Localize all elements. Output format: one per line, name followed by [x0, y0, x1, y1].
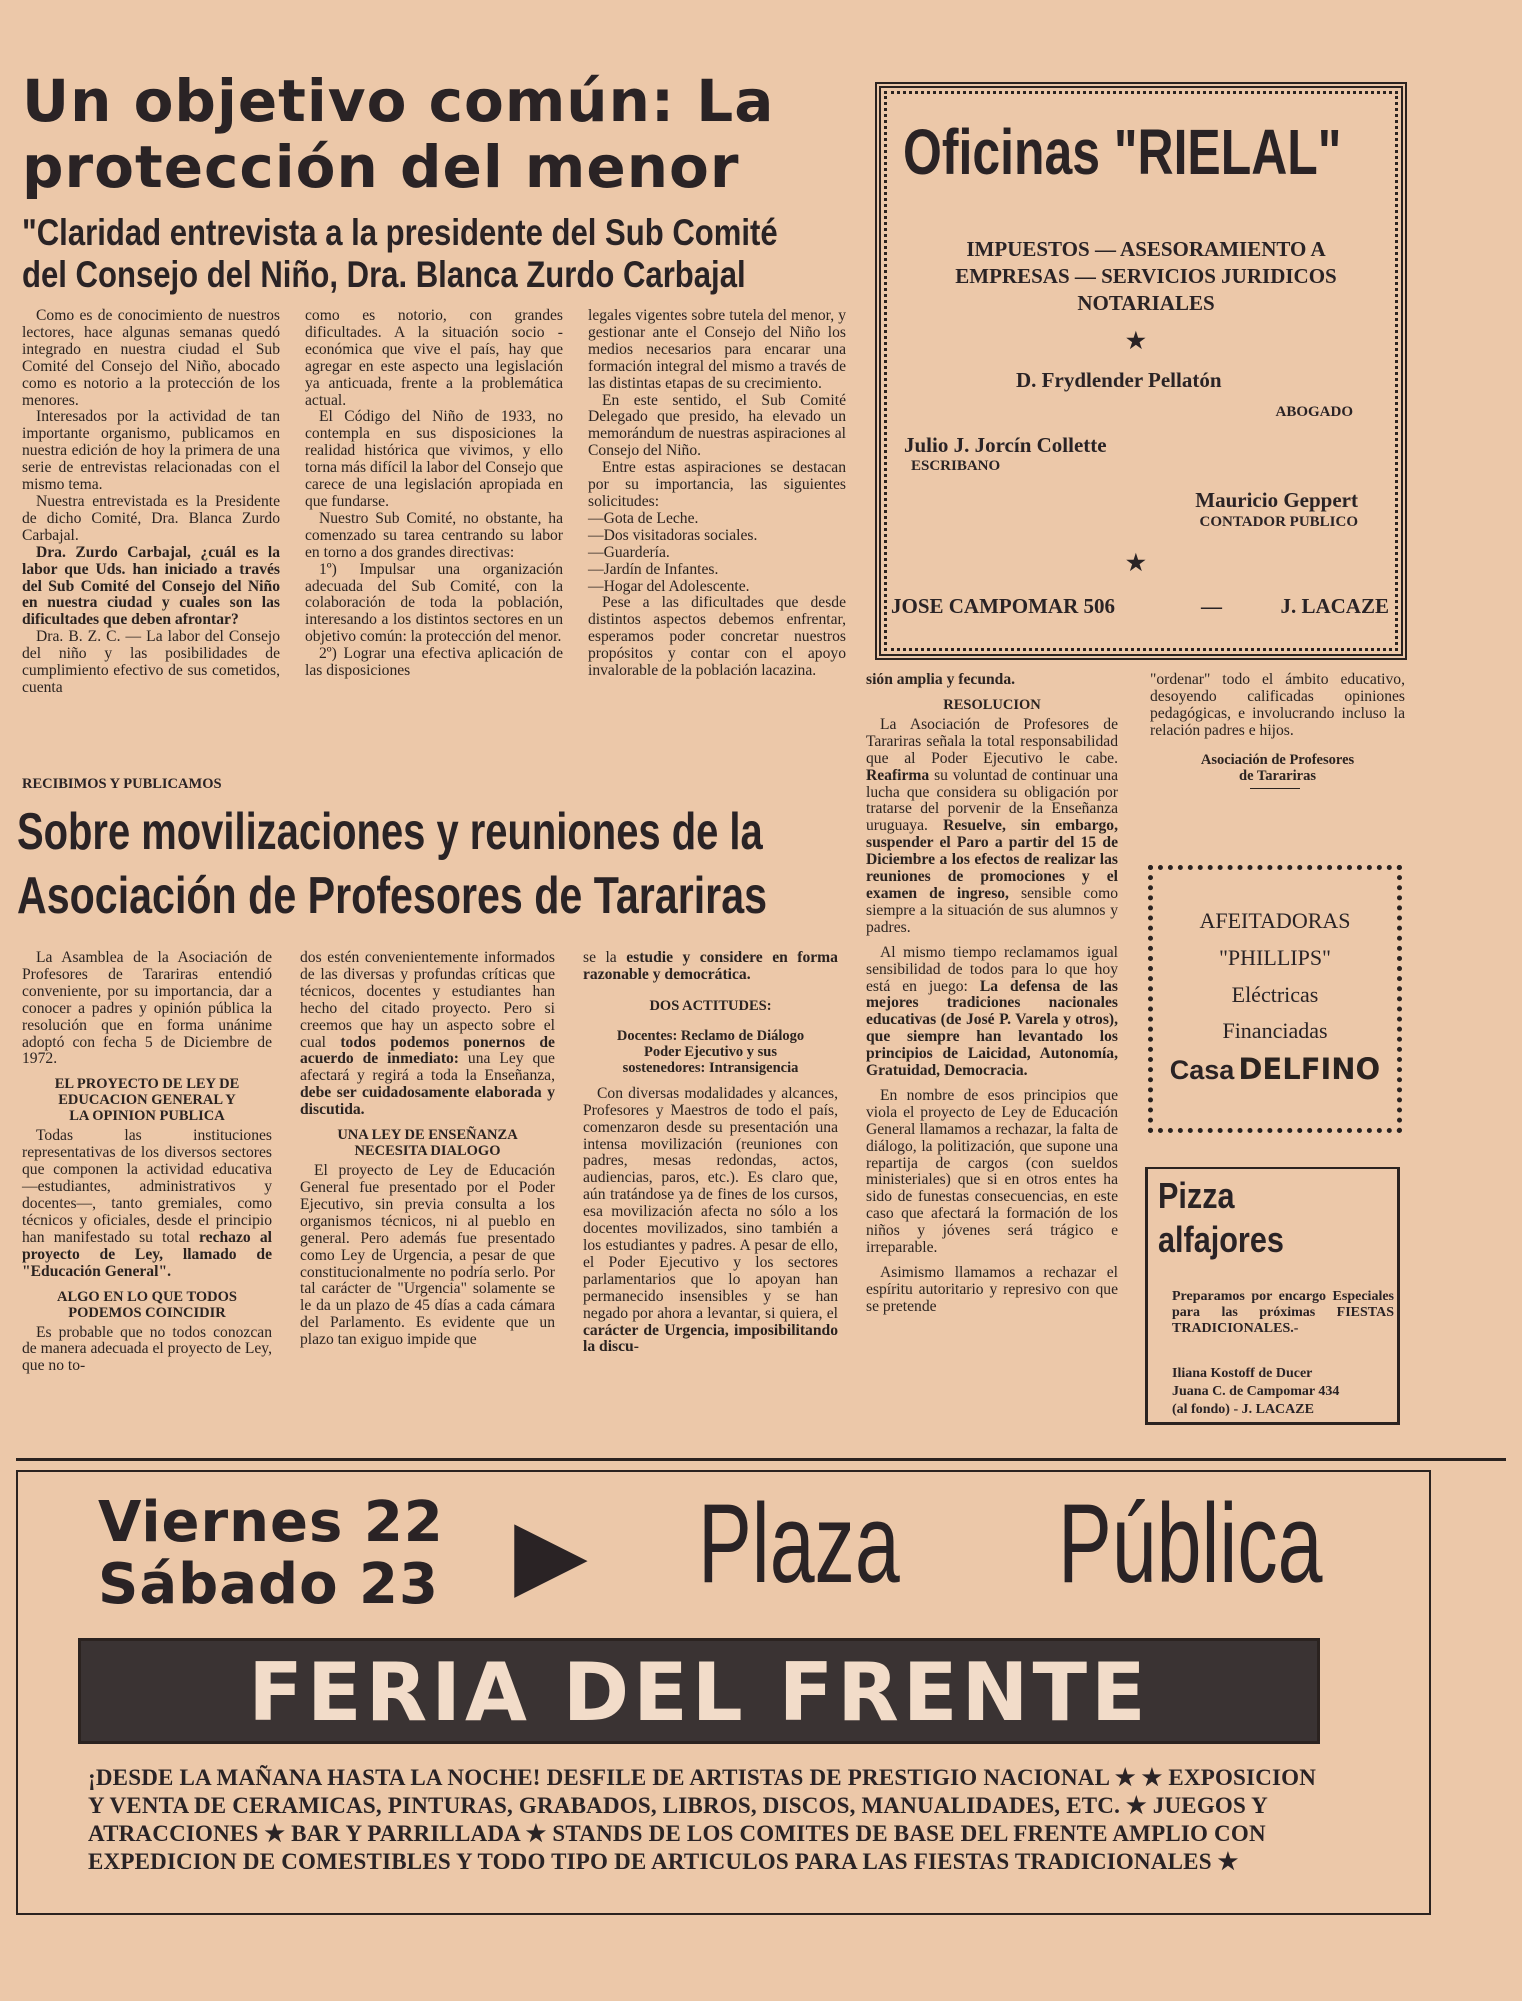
section-heading: Docentes: Reclamo de Diálogo Poder Ejecutivo y sus sostenedores: Intransigencia [616, 1027, 805, 1076]
paragraph: Como es de conocimiento de nuestros lectores, hace algunas semanas quedó integrado en nuestra ciudad el Sub Comité del Consejo del Niño, abocado como es notorio a la protección de los menores. [22, 307, 280, 409]
paragraph: Nuestro Sub Comité, no obstante, ha comenzado su tarea centrando su labor en torno a dos grandes directivas: [305, 509, 563, 561]
star-icon: ★ [1126, 550, 1146, 575]
ad-phillips-line4: Financiadas [1222, 1018, 1328, 1043]
headline-line1: Un objetivo común: La [22, 67, 775, 135]
paragraph: En este sentido, el Sub Comité Delegado que presido, ha elevado un memorándum de nuestras aspiraciones al Consejo del Niño. [588, 391, 846, 460]
ad-feria-date2: Sábado 23 [98, 1552, 439, 1617]
text: Con diversas modalidades y alcances, Profesores y Maestros de todo el país, comenzaron desde su presentación una intensa movilización (reuniones con padres, mesas redondas, actos, audiencias, paros, etc.). Es claro que, aún tratándose ya de fines de los cursos, esa movilización afecta no sólo a los docentes movilizados, sino también a los estudiantes y padres. A pesar de ello, el Poder Ejecutivo y los sectores parlamentarios que lo apoyan han permanecido insensibles y se han negado por ahora a levantar, si quiera, el [583, 1084, 838, 1322]
divider [1250, 788, 1300, 789]
ad-rielal-person3-name: Mauricio Geppert [1195, 488, 1358, 512]
divider [16, 1458, 1506, 1461]
section-heading: DOS ACTITUDES: [649, 997, 772, 1014]
paragraph: Dra. B. Z. C. — La labor del Consejo del niño y las posibilidades de cumplimiento efectivo de sus cometidos, cuenta [22, 628, 280, 696]
article2-headline [17, 800, 847, 928]
paragraph: Interesados por la actividad de tan importante organismo, publicamos en nuestra edición de hoy la primera de una serie de entrevistas relacionadas con el mismo tema. [22, 408, 280, 494]
text-bold: todos podemos ponernos de acuerdo de inmediato: [300, 1033, 555, 1068]
paragraph: Nuestra entrevistada es la Presidente de dicho Comité, Dra. Blanca Zurdo Carbajal. [22, 492, 280, 544]
ad-phillips-line5 [1153, 1052, 1397, 1086]
section-heading: RESOLUCION [943, 696, 1041, 713]
ad-rielal-city: J. LACAZE [1280, 594, 1389, 618]
subheadline-line2: del Consejo del Niño, Dra. Blanca Zurdo Carbajal [22, 254, 746, 295]
ad-feria-box [16, 1470, 1431, 1915]
text: se la [583, 949, 617, 966]
paragraph [22, 1128, 272, 1280]
subheadline-line1: "Claridad entrevista a la presidente del Sub Comité [22, 212, 778, 253]
section-heading: ALGO EN LO QUE TODOS PODEMOS COINCIDIR [57, 1288, 237, 1321]
ad-rielal-person3-role: CONTADOR PUBLICO [1199, 514, 1358, 530]
section-heading: EL PROYECTO DE LEY DE EDUCACION GENERAL Y LA OPINION PUBLICA [54, 1076, 240, 1125]
ad-pizza-line2: alfajores [1158, 1219, 1284, 1260]
paragraph: Es probable que no todos conozcan de manera adecuada el proyecto de Ley, que no to- [22, 1323, 272, 1375]
article2-column-3 [583, 950, 838, 1356]
paragraph: En nombre de esos principios que viola el proyecto de Ley de Educación General llamamos a rechazar, la falta de diálogo, la politización, que supone una repartija de cargos (con sueldos ministeriales) que si en otros entes ha sido de funestas consecuencias, en este caso que afectará la formación de los niños y jóvenes será trágico e irreparable. [866, 1086, 1118, 1257]
article2-column-2 [300, 950, 555, 1349]
article2-kicker: RECIBIMOS Y PUBLICAMOS [22, 776, 222, 792]
paragraph: Pese a las dificultades que desde distintos aspectos debemos enfrentar, esperamos poder concretar nuestros propósitos y contar con el apoyo invalorable de la población lacazina. [588, 594, 846, 680]
interview-question: Dra. Zurdo Carbajal, ¿cuál es la labor que Uds. han iniciado a través del Sub Comité del Consejo del Niño en nuestra ciudad y cuales son las dificultades que deben afrontar? [22, 543, 280, 629]
text-bold: estudie y considere en forma razonable y democrática. [583, 949, 838, 983]
ad-pizza-body: Preparamos por encargo Especiales para las próximas FIESTAS TRADICIONALES.- [1172, 1289, 1394, 1336]
text-bold: La defensa de las mejores tradiciones nacionales educativas (de José P. Varela y otros), que siempre han levantado los principios de Laicidad, Autonomía, Gratuidad, Democracia. [866, 977, 1118, 1080]
paragraph: El Código del Niño de 1933, no contempla en sus disposiciones la realidad histórica que vivimos, y ello torna más difícil la labor del Consejo que carece de una legislación apropiada en que fundarse. [305, 408, 563, 510]
text: Al mismo tiempo reclamamos igual sensibilidad de todos para lo que hoy está en juego: [866, 943, 1118, 995]
article-protection-headline [22, 68, 852, 200]
ad-rielal-dash: — [1201, 594, 1222, 618]
paragraph [866, 945, 1118, 1080]
ad-phillips-box [1148, 865, 1402, 1133]
ad-phillips-line1: AFEITADORAS [1199, 908, 1351, 933]
star-icon: ★ [1126, 328, 1146, 353]
arrow-icon: ▶ [514, 1497, 588, 1609]
ad-feria-banner [78, 1638, 1320, 1744]
paragraph: como es notorio, con grandes dificultades. A la situación socio - económica que vive el país, hay que agregar en este aspecto una legislación ya anticuada, frente a la problemática actual. [305, 307, 563, 409]
ad-rielal-person2-role: ESCRIBANO [911, 458, 1001, 474]
article-protection-subheadline [22, 212, 852, 296]
text-bold: Resuelve, sin embargo, suspender el Paro a partir del 15 de Diciembre a los efectos de realizar las reuniones de promociones y el examen de ingreso, [866, 817, 1118, 902]
ad-feria-details: ¡DESDE LA MAÑANA HASTA LA NOCHE! DESFILE DE ARTISTAS DE PRESTIGIO NACIONAL ★ ★ EXPOSICION Y VENTA DE CERAMICAS, PINTURAS, GRABADOS, LIBROS, DISCOS, MANUALIDADES, ETC. ★ JUEGOS Y ATRACCIONES ★ BAR Y PARRILLADA ★ STANDS DE LOS COMITES DE BASE DEL FRENTE AMPLIO CON EXPEDICION DE COMESTIBLES Y TODO TIPO DE ARTICULOS PARA LAS FIESTAS TRADICIONALES ★ [88, 1765, 1317, 1874]
section-heading: UNA LEY DE ENSEÑANZA NECESITA DIALOGO [337, 1127, 518, 1160]
text: su voluntad de continuar una lucha que considera su obligación por tratarse del porvenir de la Enseñanza uruguaya. [866, 766, 1118, 835]
text: sensible como siempre a la situación de sus alumnos y padres. [866, 884, 1118, 936]
ad-pizza-line1: Pizza [1158, 1175, 1235, 1216]
text: La Asociación de Profesores de Tarariras señala la total responsabilidad que al Poder Ejecutivo le cabe. [866, 715, 1118, 767]
headline-line2: protección del menor [22, 133, 740, 201]
paragraph: Entre estas aspiraciones se destacan por su importancia, las siguientes solicitudes: [588, 459, 846, 510]
ad-rielal-address: JOSE CAMPOMAR 506 [891, 594, 1115, 618]
ad-rielal-person1-role: ABOGADO [1275, 404, 1353, 420]
article2-column-5 [1150, 672, 1405, 789]
text-bold: debe ser cuidadosamente elaborada y discutida. [300, 1084, 555, 1119]
ad-pizza-box [1145, 1167, 1400, 1425]
paragraph: sión amplia y fecunda. [866, 671, 1016, 688]
ad-rielal-title: Oficinas "RIELAL" [903, 116, 1342, 188]
paragraph: "ordenar" todo el ámbito educativo, desoyendo calificadas opiniones pedagógicas, e involucrando incluso la relación padres e hijos. [1150, 671, 1405, 739]
ad-rielal-box [875, 82, 1407, 660]
paragraph [866, 717, 1118, 937]
paragraph: El proyecto de Ley de Educación General fue presentado por el Poder Ejecutivo, sin previa consulta a los organismos técnicos, ni al pueblo en general. Pero además fue presentado como Ley de Urgencia, a pesar de que constitucionalmente no podría serlo. Por tal carácter de "Urgencia" solamente se le da un plazo de 45 días a cada cámara del Parlamento. Es evidente que un plazo tan exiguo impide que [300, 1162, 555, 1349]
text: una Ley que afectará y regirá a toda la Enseñanza, [300, 1050, 555, 1085]
ad-phillips-line2: "PHILLIPS" [1218, 945, 1332, 970]
paragraph [583, 950, 838, 984]
text: Casa [1169, 1055, 1235, 1085]
article2-column-4 [866, 672, 1118, 1316]
article1-column-1 [22, 308, 280, 697]
ad-feria-venue-word2: Pública [1058, 1481, 1323, 1606]
paragraph: Asimismo llamamos a rechazar el espíritu autoritario y represivo con que se pretende [866, 1264, 1118, 1315]
text: DELFINO [1238, 1052, 1381, 1086]
ad-feria-venue-word1: Plaza [698, 1481, 900, 1606]
text-bold: rechazo al proyecto de Ley, llamado de "Educación General". [22, 1228, 272, 1280]
text-bold: Reafirma [866, 766, 930, 784]
ad-rielal-person1-name: D. Frydlender Pellatón [1016, 368, 1222, 392]
requests-list: —Gota de Leche. —Dos visitadoras sociales. —Guardería. —Jardín de Infantes. —Hogar del Adolescente. [588, 509, 758, 595]
paragraph: legales vigentes sobre tutela del menor, y gestionar ante el Consejo del Niño los medios necesarios para encarar una formación integral del mismo a través de las distintas etapas de su crecimiento. [588, 307, 846, 392]
article1-column-3 [588, 308, 846, 680]
paragraph: 2º) Lograr una efectiva aplicación de las disposiciones [305, 645, 563, 680]
paragraph [300, 950, 555, 1119]
paragraph [583, 1086, 838, 1357]
ad-rielal-person2-name: Julio J. Jorcín Collette [904, 433, 1107, 457]
article1-column-2 [305, 308, 563, 680]
text: dos estén convenientemente informados de las diversas y profundas críticas que técnicos, docentes y estudiantes han hecho del citado proyecto. Pero si creemos que hay un aspecto sobre el cual [300, 949, 555, 1051]
ad-feria-date1: Viernes 22 [98, 1490, 444, 1555]
headline-line1: Sobre movilizaciones y reuniones de la [17, 803, 763, 861]
ad-rielal-services: IMPUESTOS — ASESORAMIENTO A EMPRESAS — SERVICIOS JURIDICOS NOTARIALES [955, 237, 1337, 315]
text: Todas las instituciones representativas de los diversos sectores que componen la actividad educativa —estudiantes, administrativos y docentes—, tanto gremiales, como técnicos y oficiales, desde el principio han manifestado su total [22, 1127, 272, 1246]
headline-line2: Asociación de Profesores de Tarariras [17, 867, 768, 925]
paragraph: 1º) Impulsar una organización adecuada del Sub Comité, con la colaboración de toda la población, interesando a los distintos sectores en un objetivo común: la protección del menor. [305, 560, 563, 646]
ad-pizza-address: Iliana Kostoff de Ducer Juana C. de Campomar 434 (al fondo) - J. LACAZE [1172, 1366, 1340, 1417]
article2-column-1 [22, 950, 272, 1375]
banner-text: FERIA DEL FRENTE [248, 1646, 1150, 1739]
ad-phillips-line3: Eléctricas [1231, 982, 1319, 1007]
signature: Asociación de Profesores de Tarariras [1200, 751, 1355, 784]
paragraph: La Asamblea de la Asociación de Profesores de Tarariras entendió conveniente, por su importancia, dar a conocer a padres y opinión pública la resolución que en forma unánime adoptó con fecha 5 de Diciembre de 1972. [22, 949, 272, 1068]
text-bold: carácter de Urgencia, imposibilitando la discu- [583, 1321, 838, 1356]
